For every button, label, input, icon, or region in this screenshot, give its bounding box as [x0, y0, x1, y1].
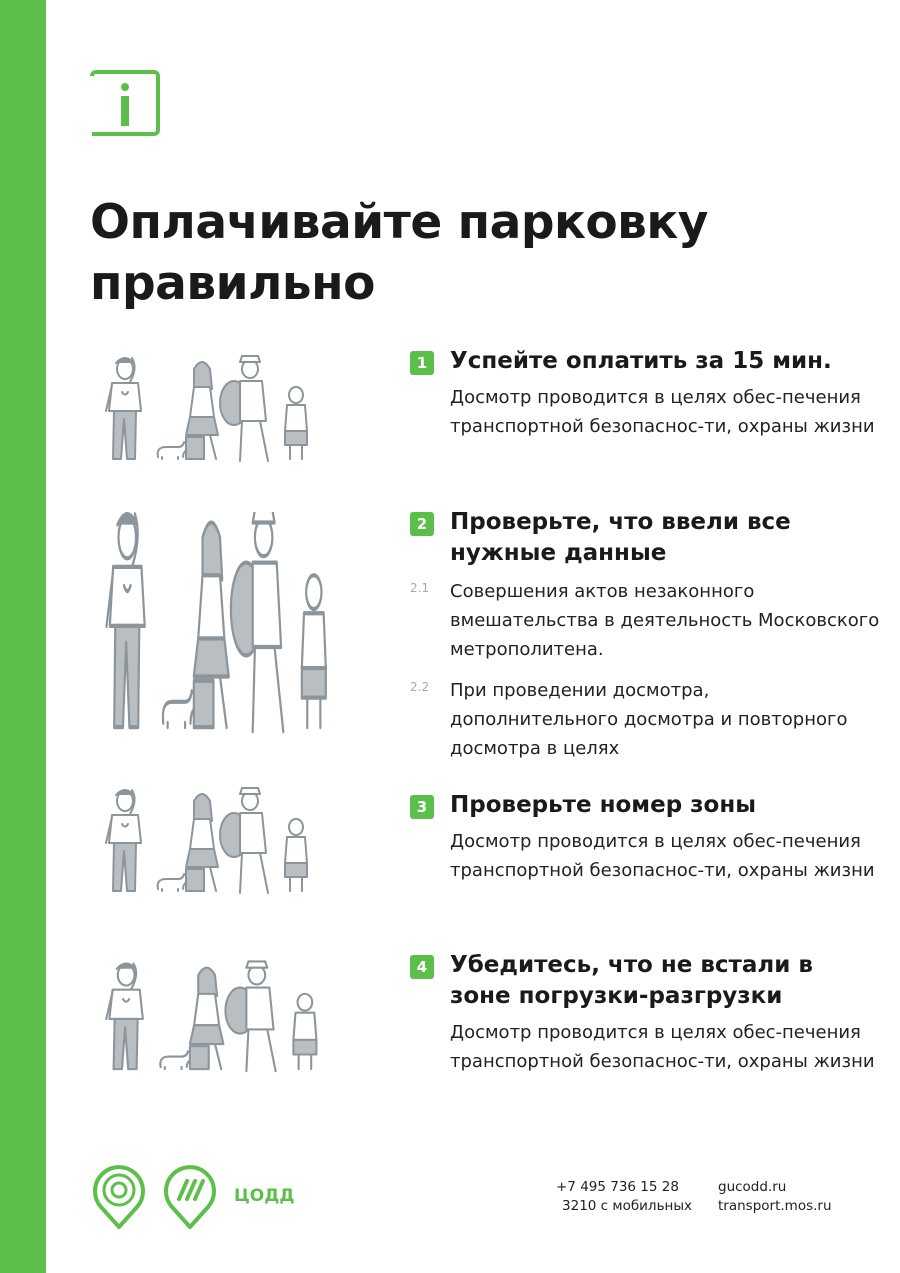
phone-number: +7 495 736 15 28	[556, 1179, 679, 1195]
step-number-badge: 4	[410, 955, 434, 979]
people-illustration	[100, 940, 330, 1100]
step-title: Убедитесь, что не встали в зоне погрузки-разгрузки	[450, 952, 813, 1009]
step-3	[410, 790, 880, 885]
transport-logo-icon	[163, 1163, 217, 1229]
website-link[interactable]: gucodd.ru	[718, 1179, 787, 1195]
people-illustration	[100, 512, 340, 744]
substep-2-2	[410, 676, 880, 763]
info-icon	[88, 70, 162, 144]
step-description: Досмотр проводится в целях обес-печения транспортной безопаснос-ти, охраны жизни	[450, 387, 875, 437]
contact-sites	[718, 1178, 832, 1216]
step-title: Успейте оплатить за 15 мин.	[450, 348, 832, 374]
step-description: Досмотр проводится в целях обес-печения транспортной безопаснос-ти, охраны жизни	[450, 1022, 875, 1072]
step-title: Проверьте номер зоны	[450, 792, 757, 818]
step-title: Проверьте, что ввели все нужные данные	[450, 509, 791, 566]
green-side-bar	[0, 0, 46, 1273]
step-number-badge: 2	[410, 512, 434, 536]
people-illustration	[100, 342, 320, 482]
contact-phones	[556, 1178, 692, 1216]
step-number-badge: 1	[410, 351, 434, 375]
step-2	[410, 507, 880, 763]
substep-text: Совершения актов незаконного вмешательства в деятельность Московского метрополитена.	[450, 581, 880, 660]
website-link[interactable]: transport.mos.ru	[718, 1198, 832, 1214]
step-description: Досмотр проводится в целях обес-печения транспортной безопаснос-ти, охраны жизни	[450, 831, 875, 881]
short-number: 3210 с мобильных	[562, 1198, 692, 1214]
substep-2-1	[410, 577, 880, 664]
step-number-badge: 3	[410, 795, 434, 819]
substep-number: 2.1	[410, 581, 430, 595]
metro-logo-icon	[92, 1163, 146, 1229]
step-1	[410, 346, 880, 441]
people-illustration	[100, 774, 320, 914]
substep-text: При проведении досмотра, дополнительного досмотра и повторного досмотра в целях	[450, 680, 848, 759]
step-4	[410, 950, 880, 1076]
brand-name: ЦОДД	[234, 1186, 295, 1206]
page-title: Оплачивайте парковку правильно	[90, 195, 708, 311]
substep-number: 2.2	[410, 680, 430, 694]
